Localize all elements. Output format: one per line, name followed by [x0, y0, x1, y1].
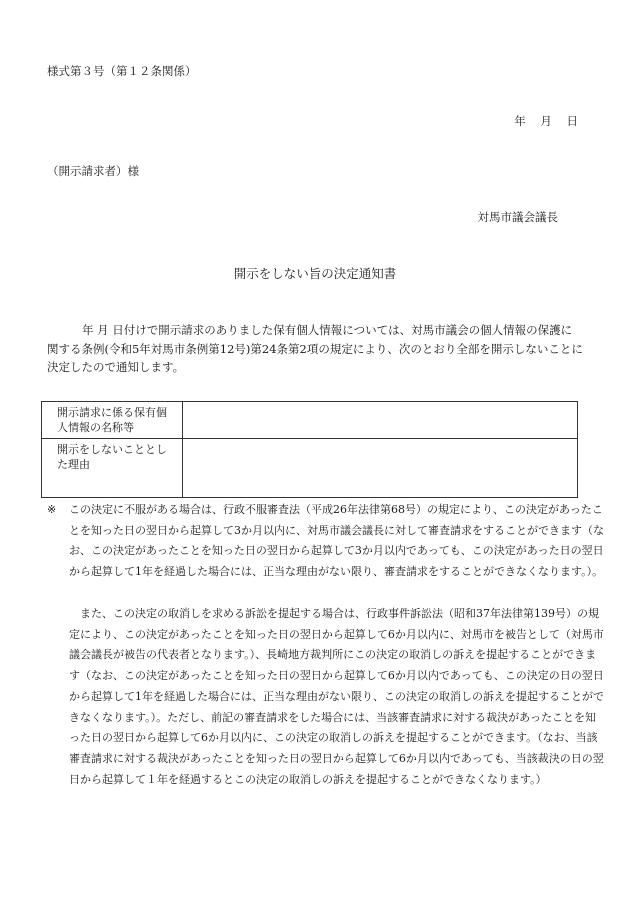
sender: 対馬市議会議長	[477, 210, 558, 224]
document-title: 開示をしない旨の決定通知書	[233, 266, 397, 281]
body-text: 年 月 日付けで開示請求のありました保有個人情報については、対馬市議会の個人情報の保護に関する条例(令和5年対馬市条例第12号)第24条第2項の規定により、次のとおり全部を開示しないことに決定したので通知します。	[47, 323, 583, 374]
recipient: （開示請求者）様	[47, 164, 139, 178]
date-day: 日	[566, 114, 578, 128]
table-row	[42, 402, 578, 439]
table-value-info-name	[183, 402, 578, 439]
info-table	[41, 401, 578, 498]
table-value-reason	[183, 439, 578, 498]
date-year: 年	[514, 114, 526, 128]
date-month: 月	[540, 114, 552, 128]
note-appeal	[47, 500, 605, 583]
note-mark: ※	[47, 503, 57, 516]
note-appeal-text: この決定に不服がある場合は、行政不服審査法（平成26年法律第68号）の規定により、この決定があったことを知った日の翌日から起算して3か月以内に、対馬市議会議長に対して審査請求をすることができます（なお、この決定があったことを知った日の翌日から起算して3か月以内であっても、この決定があった日の翌日から起算して1年を経過した場合には、正当な理由がない限り、審査請求をすることができなくなります。）。	[69, 503, 604, 579]
date-line	[514, 113, 578, 129]
table-row	[42, 439, 578, 498]
note-lawsuit: また、この決定の取消しを求める訴訟を提起する場合は、行政事件訴訟法（昭和37年法律第139号）の規定により、この決定があったことを知った日の翌日から起算して6か月以内に、対馬市を被告として（対馬市議会議長が被告の代表者となります。）、長崎地方裁判所にこの決定の取消しの訴えを提起することができます（なお、この決定があったことを知った日の翌日から起算して6か月以内であっても、この決定の日の翌日から起算して1年を経過した場合には、正当な理由がない限り、この決定の取消しの訴えを提起することができなくなります。）。ただし、前記の審査請求をした場合には、当該審査請求に対する裁決があったことを知った日の翌日から起算して6か月以内に、この決定の取消しの訴えを提起することができます。（なお、当該審査請求に対する裁決があったことを知った日の翌日から起算して6か月以内であっても、当該裁決の日の翌日から起算して１年を経過するとこの決定の取消しの訴えを提起することができなくなります。）	[69, 607, 604, 786]
table-label-info-name: 開示請求に係る保有個人情報の名称等	[42, 402, 183, 439]
form-number: 様式第３号（第１２条関係）	[47, 64, 197, 78]
table-label-reason: 開示をしないこととした理由	[42, 439, 183, 498]
